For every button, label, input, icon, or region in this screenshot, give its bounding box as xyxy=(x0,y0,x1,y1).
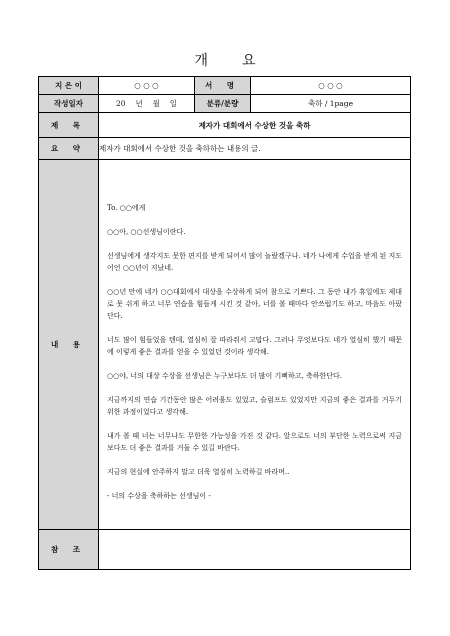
author-label: 지 은 이 xyxy=(39,77,99,95)
letter-paragraph: - 너의 수상을 축하하는 선생님이 - xyxy=(107,491,211,500)
type-value: 축하 / 1page xyxy=(251,95,411,113)
letter-paragraph: 지금의 현실에 안주하지 말고 더욱 열심히 노력하길 바라며.. xyxy=(107,467,290,476)
letter-paragraph: 지금까지의 연습 기간동안 많은 어려움도 있었고, 슬럼프도 있었지만 지금의 좋은 결과를 거두기 위한 과정이었다고 생각해. xyxy=(107,395,402,416)
reference-label: 참 조 xyxy=(39,530,99,570)
type-label: 분류/분량 xyxy=(195,95,251,113)
subject-label: 제 목 xyxy=(39,113,99,138)
title-char-2: 요 xyxy=(242,53,256,69)
letter-paragraph: ○○아, ○○선생님이란다. xyxy=(107,227,186,236)
summary-label: 요 약 xyxy=(39,138,99,160)
book-title-value: ○ ○ ○ xyxy=(251,77,411,95)
content-body xyxy=(99,160,411,530)
summary-value: 제자가 대회에서 수상한 것을 축하하는 내용의 글. xyxy=(99,138,411,160)
title-char-1: 개 xyxy=(194,53,208,69)
content-label: 내 용 xyxy=(39,160,99,530)
letter-paragraph: ○○야, 너의 대상 수상을 선생님은 누구보다도 더 많이 기뻐하고, 축하한단다. xyxy=(107,371,343,380)
date-value: 20 년 월 일 xyxy=(99,95,195,113)
subject-value: 제자가 대회에서 수상한 것을 축하 xyxy=(99,113,411,138)
letter-paragraph: ○○년 만에 네가 ○○대회에서 대상을 수상하게 되어 참으로 기쁘다. 그 동안 내가 휴일에도 제대로 못 쉬게 하고 너무 연습을 힘들게 시킨 것 같아, 너를 볼 때마다 안쓰럽기도 하고, 마음도 아팠단다. xyxy=(107,287,402,320)
book-title-label: 서 명 xyxy=(195,77,251,95)
author-value: ○ ○ ○ xyxy=(99,77,195,95)
letter-text xyxy=(99,176,410,502)
document-title xyxy=(0,50,450,70)
letter-paragraph: 너도 많이 힘들었을 텐데, 열심히 잘 따라줘서 고맙다. 그러나 무엇보다도 네가 열심히 했기 때문에 이렇게 좋은 결과를 얻을 수 있었던 것이라 생각해. xyxy=(107,335,402,356)
letter-paragraph: 선생님에게 생각지도 못한 편지를 받게 되어서 많이 놀랐겠구나. 네가 나에게 수업을 받게 된 지도 어언 ○○년이 지났네. xyxy=(107,251,402,272)
letter-paragraph: To. ○○에게 xyxy=(107,203,146,212)
reference-value xyxy=(99,530,411,570)
letter-paragraph: 내가 볼 때 너는 너무나도 무한한 가능성을 가진 것 같다. 앞으로도 너의 부단한 노력으로써 지금보다도 더 좋은 결과를 거둘 수 있길 바란다. xyxy=(107,431,402,452)
date-label: 작성일자 xyxy=(39,95,99,113)
overview-form xyxy=(38,76,411,570)
